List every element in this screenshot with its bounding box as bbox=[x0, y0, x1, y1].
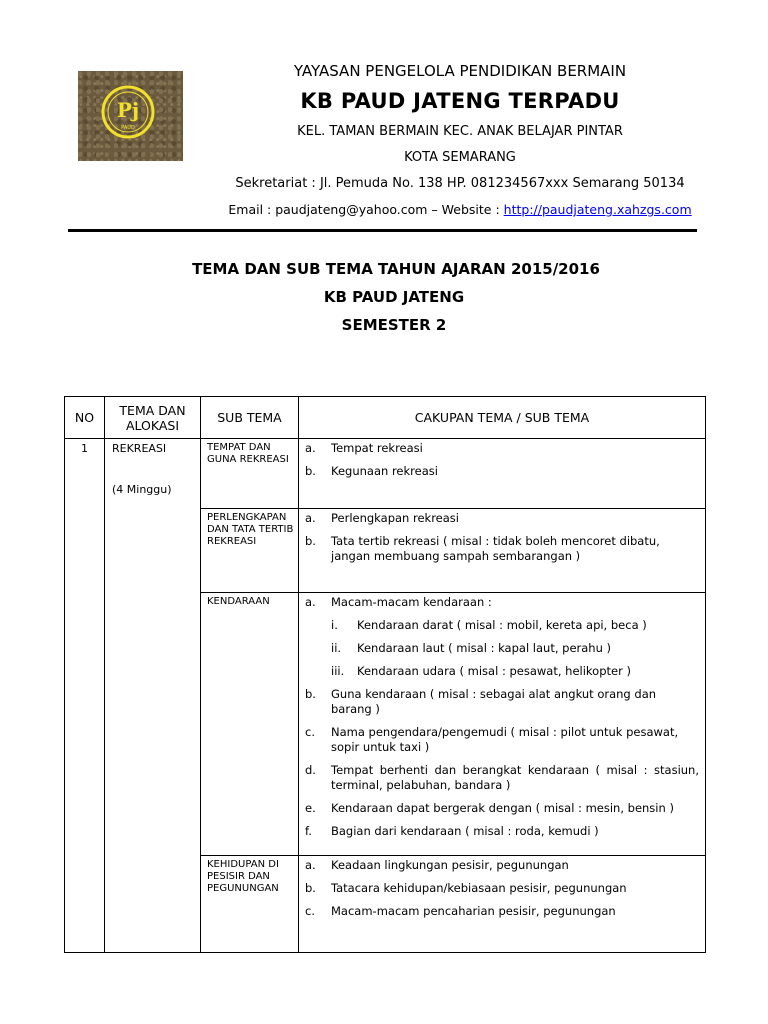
contact-line bbox=[190, 202, 730, 217]
city-line: KOTA SEMARANG bbox=[404, 150, 516, 165]
website-link[interactable]: http://paudjateng.xahzgs.com bbox=[503, 202, 692, 217]
scope-cell bbox=[299, 439, 706, 509]
list-item: b. Guna kendaraan ( misal : sebagai alat angkut orang dan barang ) bbox=[305, 687, 657, 716]
list-item: c. Nama pengendara/pengemudi ( misal : pilot untuk pesawat, sopir untuk taxi ) bbox=[305, 725, 679, 754]
list-item: b. Tatacara kehidupan/kebiasaan pesisir, pegunungan bbox=[305, 881, 627, 895]
table-row bbox=[65, 439, 706, 509]
list-item: b. Tata tertib rekreasi ( misal : tidak boleh mencoret dibatu, jangan membuang sampah sembarangan ) bbox=[305, 534, 660, 563]
address-line: KEL. TAMAN BERMAIN KEC. ANAK BELAJAR PINTAR bbox=[297, 124, 623, 139]
email-text: Email : paudjateng@yahoo.com – Website : bbox=[228, 202, 504, 217]
document-subtitle: KB PAUD JATENG bbox=[323, 288, 465, 306]
sub-theme-name: KENDARAAN bbox=[201, 593, 299, 856]
theme-cell bbox=[105, 439, 201, 953]
scope-cell bbox=[299, 509, 706, 593]
list-item: a. Tempat rekreasi bbox=[305, 441, 423, 455]
list-item: a. Perlengkapan rekreasi bbox=[305, 511, 459, 525]
list-item: b. Kegunaan rekreasi bbox=[305, 464, 438, 478]
list-item: a. Keadaan lingkungan pesisir, pegunungan bbox=[305, 858, 569, 872]
organization-name: YAYASAN PENGELOLA PENDIDIKAN BERMAIN bbox=[293, 62, 627, 80]
theme-table bbox=[64, 396, 706, 953]
school-name: KB PAUD JATENG TERPADU bbox=[300, 89, 620, 113]
list-item: iii. Kendaraan udara ( misal : pesawat, helikopter ) bbox=[331, 664, 631, 678]
theme-allocation: (4 Minggu) bbox=[112, 483, 172, 496]
header-cakupan: CAKUPAN TEMA / SUB TEMA bbox=[299, 397, 706, 439]
sub-theme-name: TEMPAT DAN GUNA REKREASI bbox=[201, 439, 299, 509]
scope-cell bbox=[299, 856, 706, 953]
school-logo bbox=[78, 71, 183, 161]
header-divider bbox=[68, 229, 697, 232]
sub-theme-name: PERLENGKAPAN DAN TATA TERTIB REKREASI bbox=[201, 509, 299, 593]
logo-emblem-icon bbox=[78, 71, 183, 161]
document-title: TEMA DAN SUB TEMA TAHUN AJARAN 2015/2016 bbox=[192, 260, 600, 278]
list-item: a. Macam-macam kendaraan : bbox=[305, 595, 492, 609]
list-item: ii. Kendaraan laut ( misal : kapal laut, perahu ) bbox=[331, 641, 612, 655]
theme-name: REKREASI bbox=[112, 442, 167, 455]
header-no: NO bbox=[65, 397, 105, 439]
header-sub-tema: SUB TEMA bbox=[201, 397, 299, 439]
header-tema: TEMA DAN ALOKASI bbox=[105, 397, 201, 439]
list-item: i. Kendaraan darat ( misal : mobil, kereta api, beca ) bbox=[331, 618, 647, 632]
scope-cell bbox=[299, 593, 706, 856]
list-item: f. Bagian dari kendaraan ( misal : roda, kemudi ) bbox=[305, 824, 599, 838]
sub-theme-name: KEHIDUPAN DI PESISIR DAN PEGUNUNGAN bbox=[201, 856, 299, 953]
logo-subtext: PAUD bbox=[121, 125, 135, 131]
secretariat-line: Sekretariat : Jl. Pemuda No. 138 HP. 081234567xxx Semarang 50134 bbox=[235, 176, 685, 191]
semester-title: SEMESTER 2 bbox=[341, 316, 447, 334]
list-item: e. Kendaraan dapat bergerak dengan ( misal : mesin, bensin ) bbox=[305, 801, 674, 815]
row-number: 1 bbox=[65, 439, 105, 953]
logo-text: Pj bbox=[116, 98, 140, 122]
list-item: d. Tempat berhenti dan berangkat kendaraan ( misal : stasiun, terminal, pelabuhan, bandara ) bbox=[305, 763, 699, 792]
table-header-row bbox=[65, 397, 706, 439]
list-item: c. Macam-macam pencaharian pesisir, pegunungan bbox=[305, 904, 616, 918]
